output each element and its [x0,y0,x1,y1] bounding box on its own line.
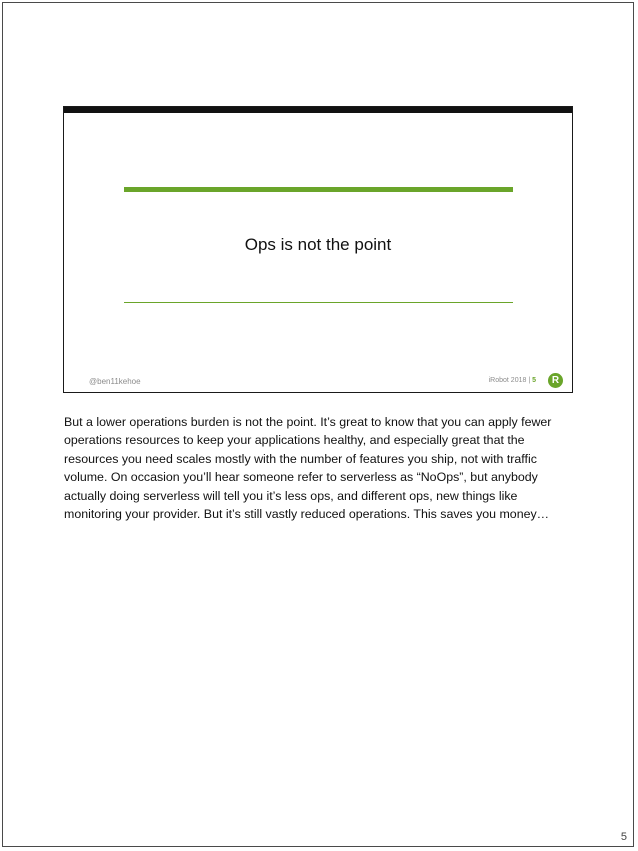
page-number: 5 [620,831,627,843]
title-rule-top [124,187,513,192]
speaker-notes: But a lower operations burden is not the point. It’s great to know that you can apply fewer operations resources to keep your applications healthy, and especially great that the resources you need scales mostly with the number of features you ship, not with traffic volume. On occasion you’ll hear someone refer to serverless as “NoOps”, but anybody actually doing serverless will tell you it’s less ops, and different ops, new things like monitoring your provider. But it’s still vastly reduced operations. This saves you money… [64,415,552,522]
footer-event-label: iRobot 2018 | [488,377,531,384]
slide-top-bar [64,107,572,113]
slide-title: Ops is not the point [244,235,392,254]
footer-slide-number: 5 [532,377,536,384]
slide-thumbnail [63,106,573,393]
irobot-logo-icon: R [548,373,563,388]
title-rule-bottom [124,302,513,303]
footer-event [489,377,536,384]
footer-handle: @ben11kehoe [89,377,141,386]
